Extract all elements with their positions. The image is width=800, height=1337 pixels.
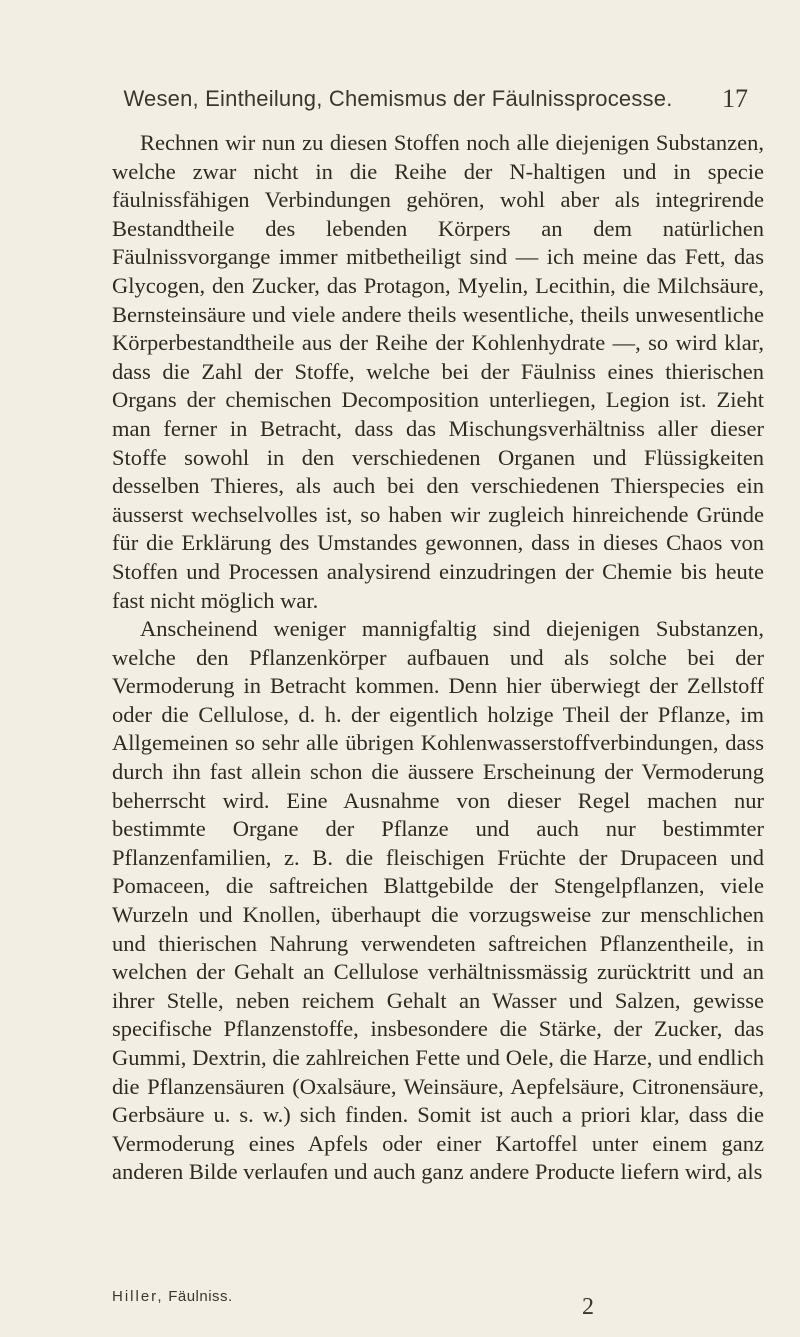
page-header: [118, 86, 748, 116]
page-footer: [112, 1282, 764, 1320]
signature-author: Hiller,: [112, 1288, 164, 1305]
sheet-number: 2: [582, 1294, 594, 1320]
page-number: 17: [722, 84, 748, 113]
signature-line: [112, 1288, 233, 1305]
body-text: [112, 129, 764, 1187]
running-title: Wesen, Eintheilung, Chemismus der Fäulnissprocesse.: [123, 86, 673, 111]
paragraph-2: Anscheinend weniger mannigfaltig sind diejenigen Substanzen, welche den Pflanzenkörper aufbauen und als solche bei der Vermoderung in Betracht kommen. Denn hier überwiegt der Zellstoff oder die Cellulose, d. h. der eigentlich holzige Theil der Pflanze, im Allgemeinen so sehr alle übrigen Kohlenwasserstoffverbindungen, dass durch ihn fast allein schon die äussere Erscheinung der Vermoderung beherrscht wird. Eine Ausnahme von dieser Regel machen nur bestimmte Organe der Pflanze und auch nur bestimmter Pflanzenfamilien, z. B. die fleischigen Früchte der Drupaceen und Pomaceen, die saftreichen Blattgebilde der Stengelpflanzen, viele Wurzeln und Knollen, überhaupt die vorzugsweise zur menschlichen und thierischen Nahrung verwendeten saftreichen Pflanzentheile, in welchen der Gehalt an Cellulose verhältnissmässig zurücktritt und an ihrer Stelle, neben reichem Gehalt an Wasser und Salzen, gewisse specifische Pflanzenstoffe, insbesondere die Stärke, der Zucker, das Gummi, Dextrin, die zahlreichen Fette und Oele, die Harze, und endlich die Pflanzensäuren (Oxalsäure, Weinsäure, Aepfelsäure, Citronensäure, Gerbsäure u. s. w.) sich finden. Somit ist auch a priori klar, dass die Vermoderung eines Apfels oder einer Kartoffel unter einem ganz anderen Bilde verlaufen und auch ganz andere Producte liefern wird, als: [112, 616, 764, 1185]
paragraph-1: Rechnen wir nun zu diesen Stoffen noch alle diejenigen Substanzen, welche zwar nicht in die Reihe der N-haltigen und in specie fäulnissfähigen Verbindungen gehören, wohl aber als integrirende Bestandtheile des lebenden Körpers an dem natürlichen Fäulnissvorgange immer mitbetheiligt sind — ich meine das Fett, das Glycogen, den Zucker, das Protagon, Myelin, Lecithin, die Milchsäure, Bernsteinsäure und viele andere theils wesentliche, theils unwesentliche Körperbestandtheile aus der Reihe der Kohlenhydrate —, so wird klar, dass die Zahl der Stoffe, welche bei der Fäulniss eines thierischen Organs der chemischen Decomposition unterliegen, Legion ist. Zieht man ferner in Betracht, dass das Mischungsverhältniss aller dieser Stoffe sowohl in den verschiedenen Organen und Flüssigkeiten desselben Thieres, als auch bei den verschiedenen Thierspecies ein äusserst wechselvolles ist, so haben wir zugleich hinreichende Gründe für die Erklärung des Umstandes gewonnen, dass in dieses Chaos von Stoffen und Processen analysirend einzudringen der Chemie bis heute fast nicht möglich war.: [112, 130, 764, 613]
signature-title: Fäulniss.: [168, 1288, 233, 1305]
